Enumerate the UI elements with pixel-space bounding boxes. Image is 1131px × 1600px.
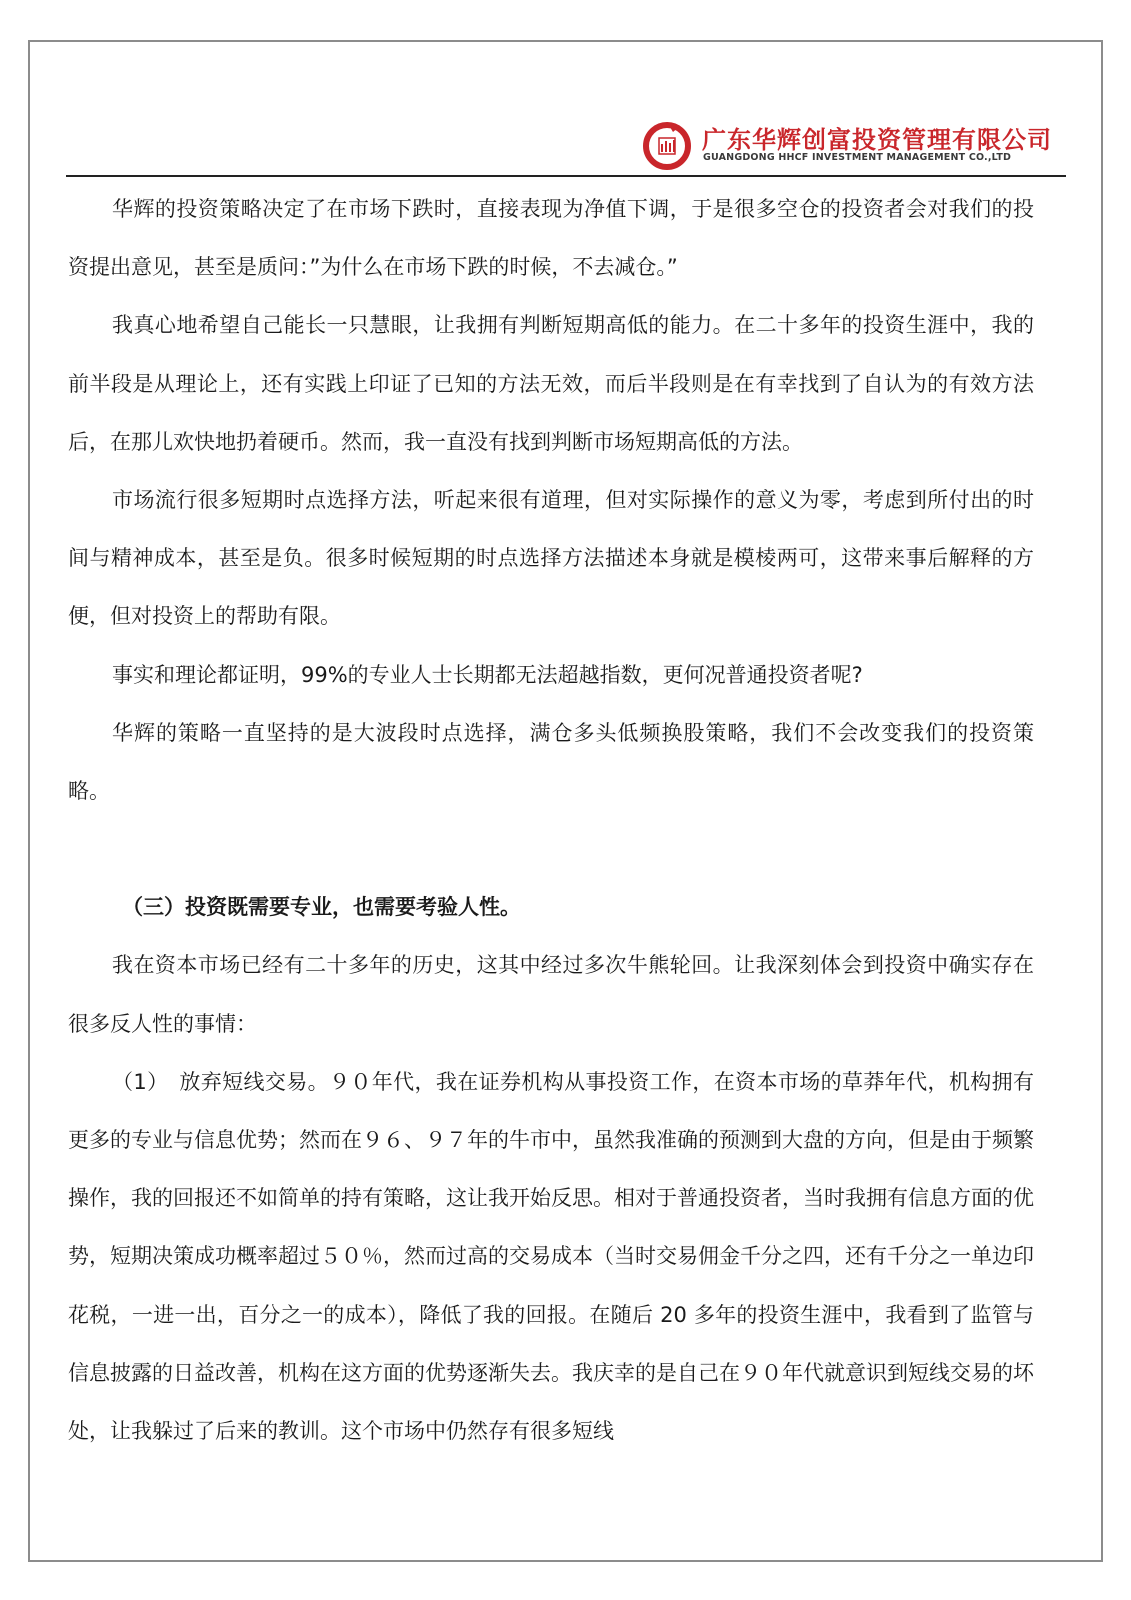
paragraph: 华辉的投资策略决定了在市场下跌时，直接表现为净值下调，于是很多空仓的投资者会对我们的投资提出意见，甚至是质问：”为什么在市场下跌的时候，不去减仓。” bbox=[68, 197, 1034, 280]
paragraph: 事实和理论都证明，99%的专业人士长期都无法超越指数，更何况普通投资者呢? bbox=[112, 662, 863, 687]
section-heading: （三）投资既需要专业，也需要考验人性。 bbox=[122, 895, 521, 920]
company-name-en: GUANGDONG HHCF INVESTMENT MANAGEMENT CO.,LTD bbox=[703, 152, 1012, 163]
paragraph: 我真心地希望自己能长一只慧眼，让我拥有判断短期高低的能力。在二十多年的投资生涯中，我的前半段是从理论上，还有实践上印证了已知的方法无效，而后半段则是在有幸找到了自认为的有效方法后，在那儿欢快地扔着硬币。然而，我一直没有找到判断市场短期高低的方法。 bbox=[68, 313, 1034, 454]
paragraph: 市场流行很多短期时点选择方法，听起来很有道理，但对实际操作的意义为零，考虑到所付出的时间与精神成本，甚至是负。很多时候短期的时点选择方法描述本身就是模棱两可，这带来事后解释的方便，但对投资上的帮助有限。 bbox=[68, 488, 1034, 629]
blank-line bbox=[68, 820, 1034, 878]
page-header bbox=[640, 118, 1060, 174]
paragraph: （1） 放弃短线交易。９０年代，我在证券机构从事投资工作，在资本市场的草莽年代，机构拥有更多的专业与信息优势；然而在９６、９７年的牛市中，虽然我准确的预测到大盘的方向，但是由于频繁操作，我的回报还不如简单的持有策略，这让我开始反思。相对于普通投资者，当时我拥有信息方面的优势，短期决策成功概率超过５０％，然而过高的交易成本（当时交易佣金千分之四，还有千分之一单边印花税，一进一出，百分之一的成本），降低了我的回报。在随后 20 多年的投资生涯中，我看到了监管与信息披露的日益改善，机构在这方面的优势逐渐失去。我庆幸的是自己在９０年代就意识到短线交易的坏处，让我躲过了后来的教训。这个市场中仍然存有很多短线 bbox=[68, 1069, 1034, 1444]
company-name-cn: 广东华辉创富投资管理有限公司 bbox=[702, 126, 1052, 154]
header-divider bbox=[66, 175, 1066, 177]
paragraph: 华辉的策略一直坚持的是大波段时点选择，满仓多头低频换股策略，我们不会改变我们的投资策略。 bbox=[68, 720, 1034, 804]
paragraph: 我在资本市场已经有二十多年的历史，这其中经过多次牛熊轮回。让我深刻体会到投资中确实存在很多反人性的事情： bbox=[68, 953, 1034, 1036]
company-logo-icon bbox=[640, 118, 694, 172]
document-body bbox=[68, 180, 1034, 1460]
